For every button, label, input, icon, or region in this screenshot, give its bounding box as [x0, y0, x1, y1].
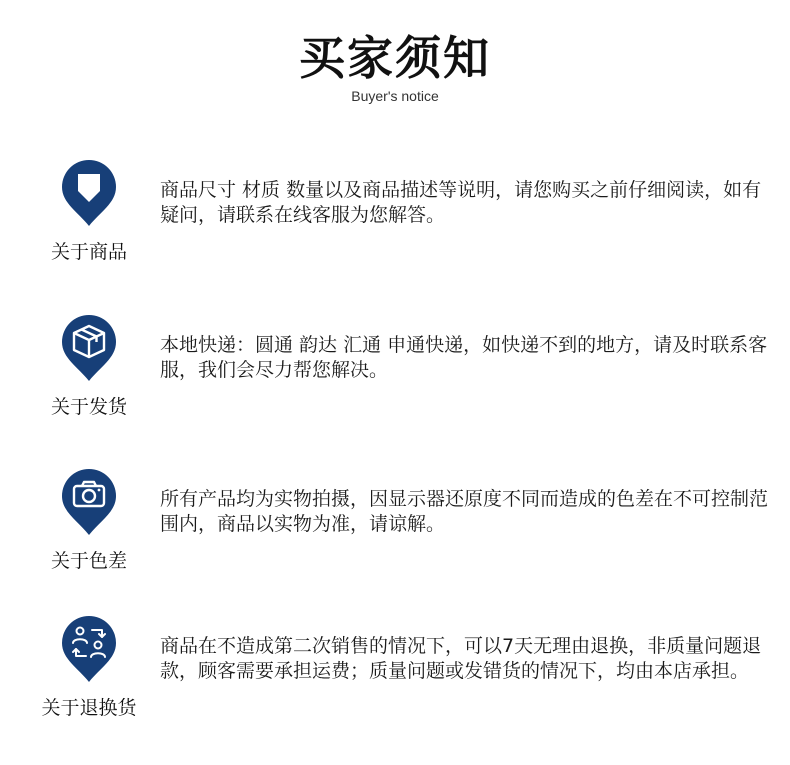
section-label: 关于退换货: [41, 697, 137, 719]
box-icon: [60, 313, 118, 383]
notice-section-color: [0, 467, 790, 597]
section-label: 关于发货: [50, 396, 127, 418]
page-title: 买家须知: [299, 31, 491, 85]
notice-section-product: [0, 158, 790, 288]
section-description: 本地快递：圆通 韵达 汇通 申通快递，如快递不到的地方，请及时联系客服，我们会尽力帮您解决。: [160, 334, 768, 381]
section-label: 关于商品: [50, 241, 127, 263]
page-subtitle: Buyer's notice: [351, 88, 439, 104]
exchange-icon: [60, 614, 118, 684]
section-description: 所有产品均为实物拍摄，因显示器还原度不同而造成的色差在不可控制范围内，商品以实物为准，请谅解。: [160, 488, 769, 535]
notice-section-shipping: [0, 313, 790, 443]
section-description: 商品尺寸 材质 数量以及商品描述等说明，请您购买之前仔细阅读，如有疑问，请联系在线客服为您解答。: [160, 179, 762, 226]
shield-icon: [60, 158, 118, 228]
section-label: 关于色差: [50, 550, 127, 572]
camera-icon: [60, 467, 118, 537]
notice-section-returns: [0, 614, 790, 744]
section-description: 商品在不造成第二次销售的情况下，可以7天无理由退换，非质量问题退款，顾客需要承担运费；质量问题或发错货的情况下，均由本店承担。: [160, 635, 762, 682]
